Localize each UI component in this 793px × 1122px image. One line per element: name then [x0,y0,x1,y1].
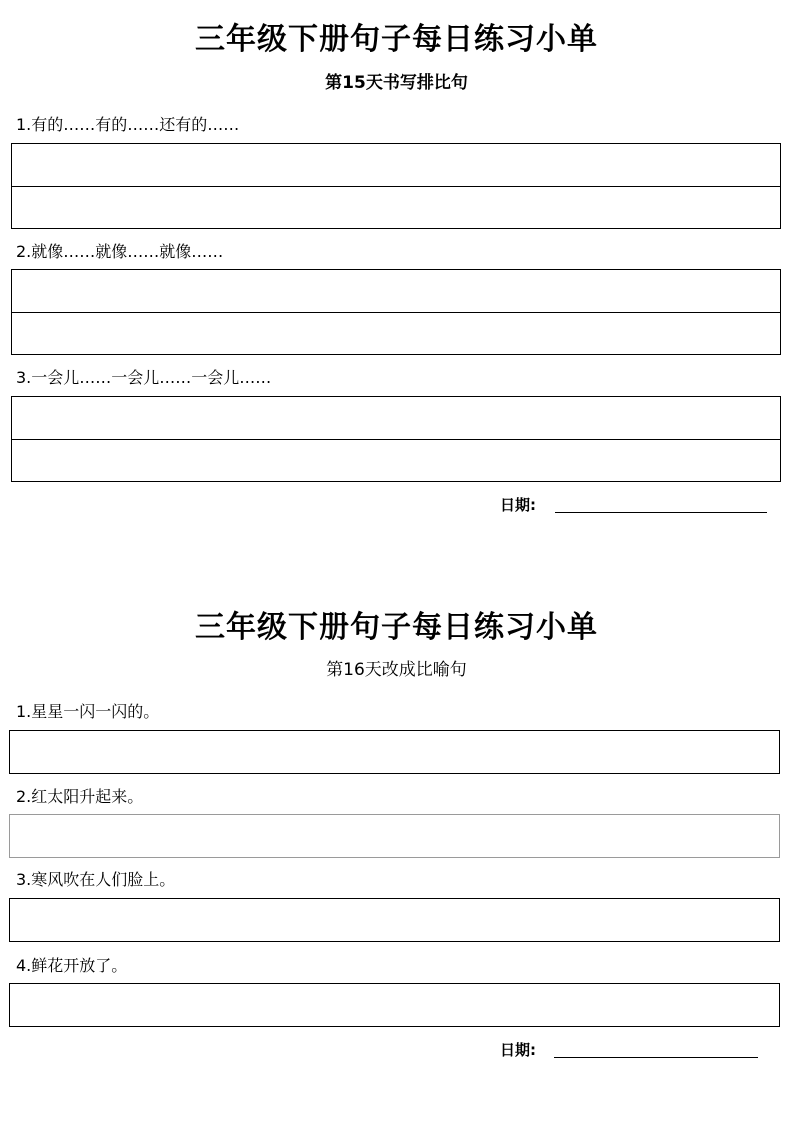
question-label: 3.一会儿……一会儿……一会儿…… [16,368,272,387]
answer-box[interactable] [9,730,780,774]
page-title: 三年级下册句子每日练习小单 [195,22,598,57]
answer-box[interactable] [11,143,781,229]
answer-box[interactable] [9,814,780,858]
date-label: 日期: [500,496,536,514]
date-field[interactable] [555,512,767,513]
question-label: 1.星星一闪一闪的。 [16,702,160,721]
answer-box[interactable] [9,983,780,1027]
page-title: 三年级下册句子每日练习小单 [195,610,598,645]
answer-box[interactable] [9,898,780,942]
question-label: 2.红太阳升起来。 [16,787,144,806]
answer-box[interactable] [11,396,781,482]
page-subtitle: 第15天书写排比句 [325,73,468,93]
date-field[interactable] [554,1057,758,1058]
writing-line-divider [12,312,780,313]
writing-line-divider [12,186,780,187]
question-label: 1.有的……有的……还有的…… [16,115,240,134]
writing-line-divider [12,439,780,440]
answer-box[interactable] [11,269,781,355]
question-label: 4.鲜花开放了。 [16,956,128,975]
question-label: 3.寒风吹在人们脸上。 [16,870,176,889]
date-label: 日期: [500,1041,536,1059]
page-subtitle: 第16天改成比喻句 [326,660,467,680]
question-label: 2.就像……就像……就像…… [16,242,224,261]
